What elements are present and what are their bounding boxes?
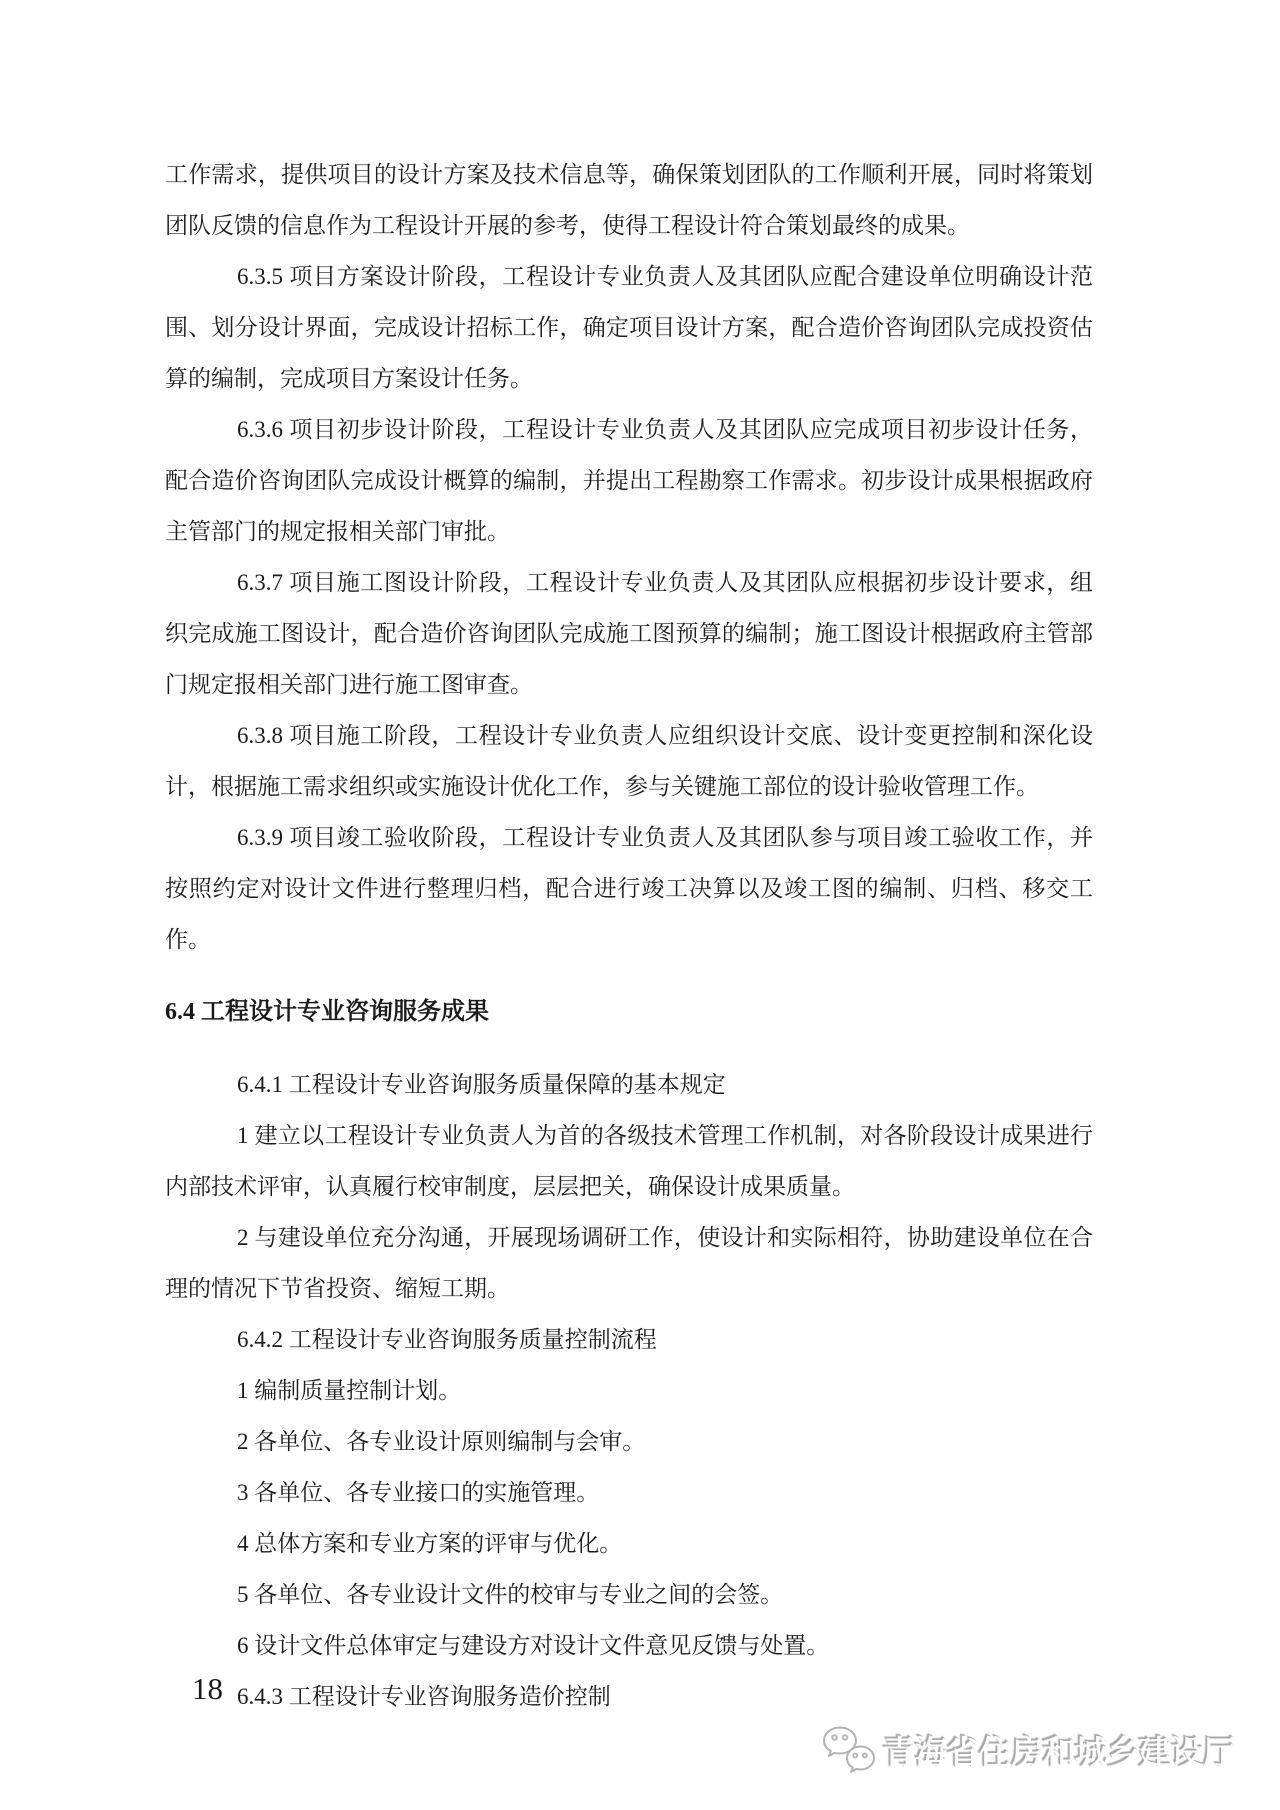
paragraph: 2 与建设单位充分沟通，开展现场调研工作，使设计和实际相符，协助建设单位在合理的情况下节省投资、缩短工期。 [165, 1225, 1093, 1301]
paragraph: 6.4.1 工程设计专业咨询服务质量保障的基本规定 [237, 1072, 726, 1097]
paragraph: 6.4.3 工程设计专业咨询服务造价控制 [237, 1684, 611, 1709]
paragraph: 3 各单位、各专业接口的实施管理。 [237, 1480, 600, 1505]
document-body [165, 149, 1093, 1722]
paragraph: 6.3.5 项目方案设计阶段，工程设计专业负责人及其团队应配合建设单位明确设计范围、划分设计界面，完成设计招标工作，确定项目设计方案，配合造价咨询团队完成投资估算的编制，完成项目方案设计任务。 [165, 264, 1093, 391]
paragraph: 2 各单位、各专业设计原则编制与会审。 [237, 1429, 646, 1454]
page-number: 18 [192, 1671, 223, 1706]
paragraph: 4 总体方案和专业方案的评审与优化。 [237, 1531, 623, 1556]
wechat-watermark [820, 1722, 1235, 1778]
paragraph: 6.3.9 项目竣工验收阶段，工程设计专业负责人及其团队参与项目竣工验收工作，并按照约定对设计文件进行整理归档，配合进行竣工决算以及竣工图的编制、归档、移交工作。 [165, 825, 1093, 952]
wechat-icon [820, 1724, 878, 1776]
paragraph: 5 各单位、各专业设计文件的校审与专业之间的会签。 [237, 1582, 784, 1607]
wechat-account-name: 青海省住房和城乡建设厅 [883, 1733, 1235, 1771]
paragraph: 1 建立以工程设计专业负责人为首的各级技术管理工作机制，对各阶段设计成果进行内部技术评审，认真履行校审制度，层层把关，确保设计成果质量。 [165, 1123, 1093, 1199]
paragraph: 1 编制质量控制计划。 [237, 1378, 462, 1403]
paragraph: 6.4.2 工程设计专业咨询服务质量控制流程 [237, 1327, 657, 1352]
paragraph: 6.3.8 项目施工阶段，工程设计专业负责人应组织设计交底、设计变更控制和深化设计，根据施工需求组织或实施设计优化工作，参与关键施工部位的设计验收管理工作。 [165, 723, 1093, 799]
paragraph: 工作需求，提供项目的设计方案及技术信息等，确保策划团队的工作顺利开展，同时将策划团队反馈的信息作为工程设计开展的参考，使得工程设计符合策划最终的成果。 [165, 162, 1093, 238]
section-heading: 6.4 工程设计专业咨询服务成果 [165, 999, 489, 1025]
paragraph: 6.3.6 项目初步设计阶段，工程设计专业负责人及其团队应完成项目初步设计任务，配合造价咨询团队完成设计概算的编制，并提出工程勘察工作需求。初步设计成果根据政府主管部门的规定报相关部门审批。 [165, 417, 1093, 544]
paragraph: 6.3.7 项目施工图设计阶段，工程设计专业负责人及其团队应根据初步设计要求，组织完成施工图设计，配合造价咨询团队完成施工图预算的编制；施工图设计根据政府主管部门规定报相关部门进行施工图审查。 [165, 570, 1093, 697]
paragraph: 6 设计文件总体审定与建设方对设计文件意见反馈与处置。 [237, 1633, 830, 1658]
